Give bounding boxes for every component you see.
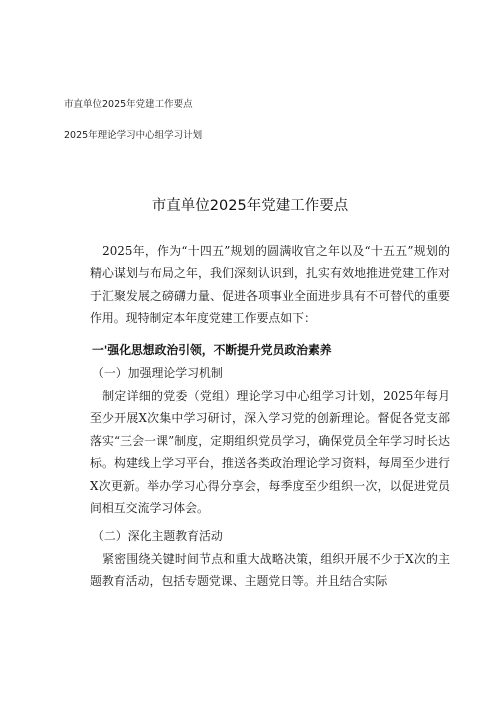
- subsection-1-paragraph: 制定详细的党委（党组）理论学习中心组学习计划，2025年每月至少开展X次集中学习研讨，深入学习党的创新理论。督促各党支部落实“三会一课”制度，定期组织党员学习，确保党员全年学习时长达标。构建线上学习平台，推送各类政治理论学习资料，每周至少进行X次更新。举办学习心得分享会，每季度至少组织一次，以促进党员间相互交流学习体会。: [90, 389, 450, 516]
- toc-item-study-plan: 2025年理论学习中心组学习计划: [64, 130, 203, 141]
- subsection-heading-1: （一）加强理论学习机制: [92, 366, 223, 380]
- subsection-2-paragraph: 紧密围绕关键时间节点和重大战略决策，组织开展不少于X次的主题教育活动，包括专题党课、主题党日等。并且结合实际: [90, 552, 450, 589]
- intro-paragraph: 2025年，作为“十四五”规划的圆满收官之年以及“十五五”规划的精心谋划与布局之年，我们深刻认识到，扎实有效地推进党建工作对于汇聚发展之磅礴力量、促进各项事业全面进步具有不可替代的重要作用。现特制定本年度党建工作要点如下：: [90, 244, 450, 326]
- toc-item-party-work-points: 市直单位2025年党建工作要点: [64, 99, 193, 110]
- subsection-heading-2: （二）深化主题教育活动: [92, 529, 223, 543]
- section-heading-1: 一'强化思想政治引领，不断提升党员政治素养: [92, 343, 332, 357]
- document-title: 市直单位2025年党建工作要点: [151, 198, 349, 214]
